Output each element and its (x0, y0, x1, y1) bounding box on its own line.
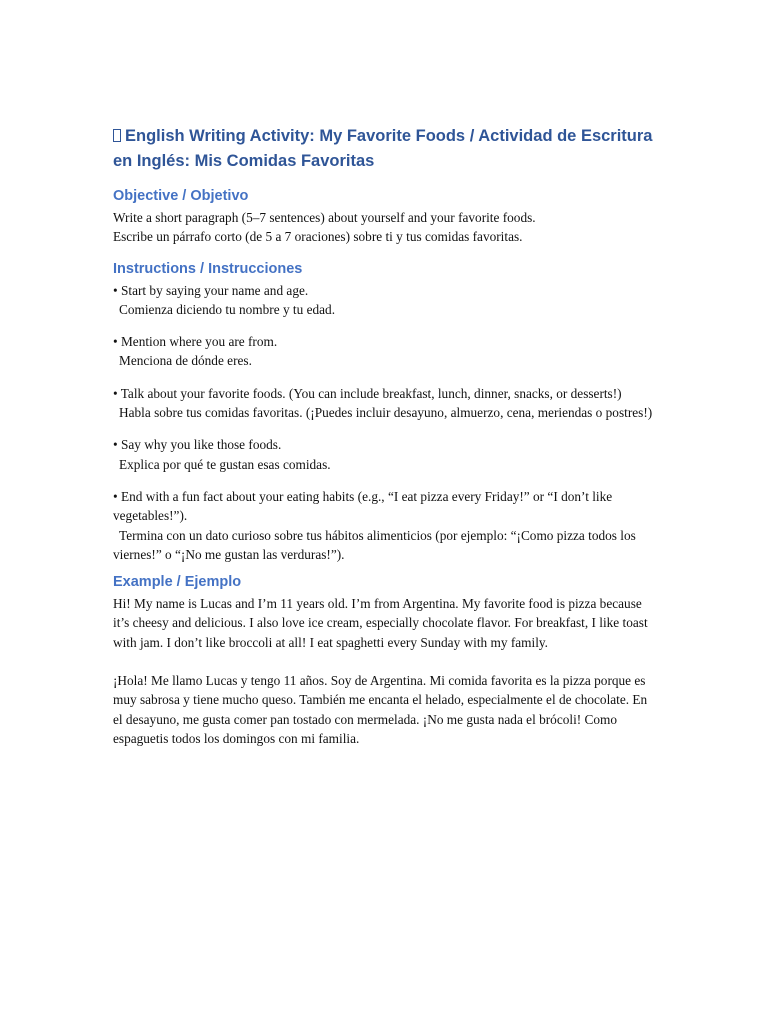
instruction-en: • Mention where you are from. (113, 334, 278, 350)
instruction-es: Habla sobre tus comidas favoritas. (¡Puedes incluir desayuno, almuerzo, cena, meriendas o postres!) (119, 405, 653, 421)
instruction-en: • End with a fun fact about your eating habits (e.g., “I eat pizza every Friday!” or “I don’t like vegetables!”). (113, 488, 613, 524)
instruction-en: • Start by saying your name and age. (113, 282, 309, 298)
example-paragraph-es: ¡Hola! Me llamo Lucas y tengo 11 años. Soy de Argentina. Mi comida favorita es la pizza porque es muy sabrosa y tiene mucho queso. También me encanta el helado, especialmente el de chocolate. En el desayuno, me gusta comer pan tostado con mermelada. ¡No me gusta nada el brócoli! Como espaguetis todos los domingos con mi familia. (113, 673, 648, 746)
instruction-item-origin (113, 332, 658, 371)
instruction-en: • Talk about your favorite foods. (You can include breakfast, lunch, dinner, snacks, or desserts!) (113, 385, 622, 401)
instruction-es: Comienza diciendo tu nombre y tu edad. (119, 301, 336, 317)
instructions-heading: Instructions / Instrucciones (113, 260, 303, 277)
document-title (113, 124, 658, 174)
instruction-es: Explica por qué te gustan esas comidas. (119, 456, 331, 472)
objective-section (113, 186, 658, 247)
objective-heading: Objective / Objetivo (113, 188, 249, 204)
instructions-section (113, 259, 658, 565)
instruction-es: Menciona de dónde eres. (119, 353, 252, 369)
example-section (113, 572, 658, 748)
document-title-text: English Writing Activity: My Favorite Foods / Actividad de Escritura en Inglés: Mis Comidas Favoritas (113, 127, 653, 170)
objective-line-en: Write a short paragraph (5–7 sentences) about yourself and your favorite foods. (113, 210, 536, 225)
objective-text (113, 208, 658, 247)
instruction-item-name-age (113, 281, 658, 320)
objective-line-es: Escribe un párrafo corto (de 5 a 7 oraciones) sobre ti y tus comidas favoritas. (113, 229, 523, 245)
example-paragraph-en: Hi! My name is Lucas and I’m 11 years old. I’m from Argentina. My favorite food is pizza because it’s cheesy and delicious. I also love ice cream, especially chocolate flavor. For breakfast, I like toast with jam. I don’t like broccoli at all! I eat spaghetti every Sunday with my family. (113, 596, 648, 650)
instruction-item-favorite-foods (113, 384, 658, 423)
instruction-en: • Say why you like those foods. (113, 437, 282, 453)
instruction-item-fun-fact (113, 487, 658, 564)
document-content (113, 124, 658, 748)
instruction-es: Termina con un dato curioso sobre tus hábitos alimenticios (por ejemplo: “¡Como pizza todos los viernes!” o “¡No me gustan las verduras!”). (113, 527, 636, 562)
instruction-item-reasons (113, 435, 658, 474)
missing-glyph-icon (113, 129, 121, 142)
example-heading: Example / Ejemplo (113, 574, 242, 591)
